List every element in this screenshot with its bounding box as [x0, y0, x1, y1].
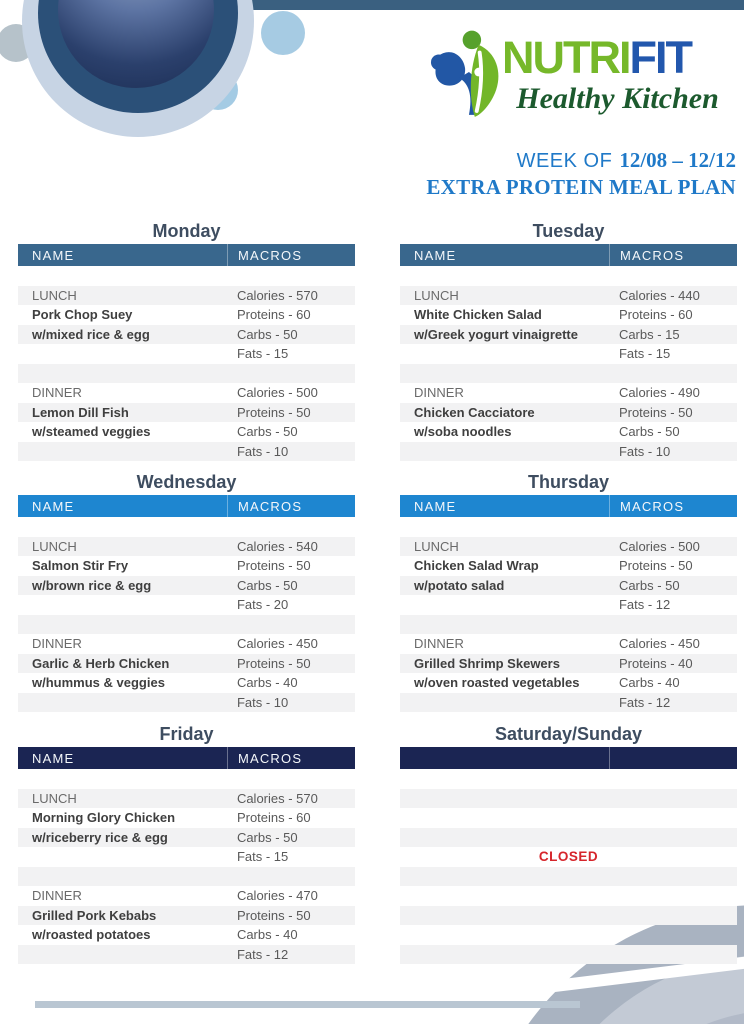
meal-row [400, 673, 737, 693]
meal-table [400, 495, 737, 712]
dish-side-cell: w/hummus & veggies [32, 675, 165, 691]
macro-cell: Calories - 570 [236, 287, 318, 303]
meal-row [400, 634, 737, 654]
brand-part-nutri: NUTRI [502, 32, 630, 83]
dish-side-cell: w/steamed veggies [32, 424, 151, 440]
column-header-name: NAME [32, 498, 75, 514]
macro-cell: Carbs - 40 [236, 675, 298, 691]
meal-row [18, 886, 355, 906]
macro-cell: Fats - 10 [618, 443, 671, 459]
empty-row [400, 886, 737, 906]
meal-row [18, 828, 355, 848]
dish-side-cell: w/Greek yogurt vinaigrette [414, 326, 578, 342]
macro-cell: Carbs - 40 [618, 675, 680, 691]
meal-row [18, 305, 355, 325]
spacer-row [400, 517, 737, 537]
macro-cell: Proteins - 50 [236, 655, 311, 671]
spacer-row [400, 867, 737, 887]
closed-status: CLOSED [538, 849, 599, 865]
meal-row [400, 344, 737, 364]
macro-cell: Carbs - 50 [618, 577, 680, 593]
meal-label-cell: DINNER [32, 385, 82, 401]
macro-cell: Carbs - 50 [236, 424, 298, 440]
macro-cell: Carbs - 50 [236, 326, 298, 342]
dish-name-cell: Grilled Shrimp Skewers [414, 655, 560, 671]
column-header-name: NAME [32, 750, 75, 766]
column-header-macros: MACROS [609, 495, 737, 517]
meal-row [400, 576, 737, 596]
closed-status-row [400, 847, 737, 867]
week-of-label: WEEK OF [516, 150, 613, 172]
table-header-row [400, 244, 737, 266]
macro-cell: Fats - 12 [618, 597, 671, 613]
meal-row [18, 789, 355, 809]
meal-row [400, 693, 737, 713]
meal-row [18, 595, 355, 615]
dish-name-cell: Chicken Cacciatore [414, 404, 535, 420]
empty-row [400, 945, 737, 965]
meal-label-cell: DINNER [32, 888, 82, 904]
meal-row [18, 442, 355, 462]
meal-row [18, 576, 355, 596]
meal-table [18, 495, 355, 712]
meal-row [400, 654, 737, 674]
macro-cell: Fats - 15 [618, 346, 671, 362]
meal-row [18, 286, 355, 306]
meal-row [400, 537, 737, 557]
macro-cell: Proteins - 50 [236, 404, 311, 420]
column-header-name: NAME [414, 498, 457, 514]
dish-name-cell: Lemon Dill Fish [32, 404, 129, 420]
dish-name-cell: Chicken Salad Wrap [414, 558, 539, 574]
empty-row [400, 808, 737, 828]
macro-cell: Calories - 540 [236, 538, 318, 554]
macro-cell: Proteins - 60 [236, 810, 311, 826]
table-header-row [18, 244, 355, 266]
meal-row [400, 286, 737, 306]
week-of-line [426, 147, 736, 174]
macro-cell: Carbs - 50 [236, 829, 298, 845]
meal-table [400, 244, 737, 461]
meal-row [18, 693, 355, 713]
meal-table [18, 244, 355, 461]
macro-cell: Calories - 490 [618, 385, 700, 401]
column-header-macros: MACROS [227, 495, 355, 517]
macro-cell: Carbs - 15 [618, 326, 680, 342]
macro-cell: Proteins - 40 [618, 655, 693, 671]
macro-cell: Fats - 10 [236, 694, 289, 710]
dish-side-cell: w/roasted potatoes [32, 927, 151, 943]
macro-cell: Proteins - 50 [618, 558, 693, 574]
spacer-row [18, 769, 355, 789]
meal-row [18, 906, 355, 926]
empty-row [400, 925, 737, 945]
column-header-macros: MACROS [227, 747, 355, 769]
column-header-macros: MACROS [227, 244, 355, 266]
dish-side-cell: w/soba noodles [414, 424, 512, 440]
brand-name [502, 34, 742, 82]
day-section-thursday [400, 471, 737, 712]
dish-name-cell: Pork Chop Suey [32, 307, 133, 323]
meal-row [18, 403, 355, 423]
meal-row [400, 305, 737, 325]
meal-row [18, 537, 355, 557]
meal-row [400, 595, 737, 615]
empty-row [400, 828, 737, 848]
day-section-wednesday [18, 471, 355, 712]
meal-label-cell: DINNER [414, 636, 464, 652]
table-header-row [400, 747, 737, 769]
bottom-bar-decoration [35, 1001, 580, 1008]
dish-side-cell: w/riceberry rice & egg [32, 829, 168, 845]
macro-cell: Fats - 20 [236, 597, 289, 613]
day-section-tuesday [400, 220, 737, 461]
meal-row [18, 383, 355, 403]
macro-cell: Calories - 470 [236, 888, 318, 904]
column-header-name: NAME [414, 247, 457, 263]
meal-row [400, 403, 737, 423]
column-header-macros: MACROS [609, 244, 737, 266]
macro-cell: Fats - 12 [236, 946, 289, 962]
meal-table [400, 747, 737, 964]
day-title: Monday [152, 221, 221, 241]
empty-row [400, 906, 737, 926]
dish-side-cell: w/brown rice & egg [32, 577, 152, 593]
dish-side-cell: w/mixed rice & egg [32, 326, 150, 342]
dish-name-cell: White Chicken Salad [414, 307, 542, 323]
meal-row [18, 847, 355, 867]
blue-dot-decoration [261, 11, 305, 55]
meal-row [18, 673, 355, 693]
macro-cell: Calories - 440 [618, 287, 700, 303]
meal-row [18, 422, 355, 442]
day-section-weekend [400, 723, 737, 964]
empty-row [400, 789, 737, 809]
meal-label-cell: LUNCH [32, 790, 77, 806]
meal-label-cell: LUNCH [414, 287, 459, 303]
spacer-row [18, 266, 355, 286]
macro-cell: Fats - 12 [618, 694, 671, 710]
meal-row [18, 556, 355, 576]
spacer-row [18, 364, 355, 384]
table-header-row [18, 747, 355, 769]
meal-table [18, 747, 355, 964]
macro-cell: Proteins - 50 [236, 907, 311, 923]
meal-row [400, 325, 737, 345]
column-header-macros [609, 747, 737, 769]
macro-cell: Calories - 450 [618, 636, 700, 652]
spacer-row [18, 867, 355, 887]
day-title: Friday [159, 724, 214, 744]
macro-cell: Fats - 15 [236, 849, 289, 865]
macro-cell: Fats - 15 [236, 346, 289, 362]
meal-label-cell: LUNCH [32, 287, 77, 303]
dish-name-cell: Morning Glory Chicken [32, 810, 176, 826]
table-header-row [400, 495, 737, 517]
meal-label-cell: DINNER [32, 636, 82, 652]
dish-name-cell: Garlic & Herb Chicken [32, 655, 170, 671]
meal-row [400, 556, 737, 576]
dish-side-cell: w/oven roasted vegetables [414, 675, 580, 691]
meal-row [400, 422, 737, 442]
week-dates: 12/08 – 12/12 [619, 148, 736, 172]
meal-row [18, 925, 355, 945]
nutrifit-logo-icon [430, 28, 504, 120]
macro-cell: Calories - 500 [618, 538, 700, 554]
macro-cell: Fats - 10 [236, 443, 289, 459]
day-section-monday [18, 220, 355, 461]
meal-row [18, 808, 355, 828]
meal-row [18, 945, 355, 965]
meal-row [18, 634, 355, 654]
meal-row [18, 325, 355, 345]
macro-cell: Calories - 450 [236, 636, 318, 652]
spacer-row [400, 615, 737, 635]
macro-cell: Carbs - 40 [236, 927, 298, 943]
spacer-row [18, 615, 355, 635]
plan-title: EXTRA PROTEIN MEAL PLAN [426, 175, 736, 199]
meal-label-cell: LUNCH [32, 538, 77, 554]
day-title: Wednesday [136, 472, 237, 492]
meal-row [400, 442, 737, 462]
meal-label-cell: DINNER [414, 385, 464, 401]
brand-tagline: Healthy Kitchen [516, 82, 719, 115]
dish-name-cell: Grilled Pork Kebabs [32, 907, 157, 923]
day-title: Thursday [527, 472, 610, 492]
macro-cell: Carbs - 50 [618, 424, 680, 440]
week-heading [426, 147, 736, 200]
macro-cell: Calories - 570 [236, 790, 318, 806]
dish-name-cell: Salmon Stir Fry [32, 558, 129, 574]
macro-cell: Proteins - 60 [618, 307, 693, 323]
spacer-row [18, 517, 355, 537]
macro-cell: Carbs - 50 [236, 577, 298, 593]
spacer-row [400, 266, 737, 286]
table-header-row [18, 495, 355, 517]
dish-side-cell: w/potato salad [414, 577, 505, 593]
day-section-friday [18, 723, 355, 964]
brand-part-fit: FIT [629, 32, 691, 83]
meal-row [400, 383, 737, 403]
spacer-row [400, 769, 737, 789]
spacer-row [400, 364, 737, 384]
meal-row [18, 654, 355, 674]
macro-cell: Proteins - 50 [236, 558, 311, 574]
macro-cell: Calories - 500 [236, 385, 318, 401]
meal-row [18, 344, 355, 364]
macro-cell: Proteins - 50 [618, 404, 693, 420]
meal-label-cell: LUNCH [414, 538, 459, 554]
column-header-name: NAME [32, 247, 75, 263]
day-title: Tuesday [532, 221, 605, 241]
macro-cell: Proteins - 60 [236, 307, 311, 323]
day-title: Saturday/Sunday [494, 724, 643, 744]
